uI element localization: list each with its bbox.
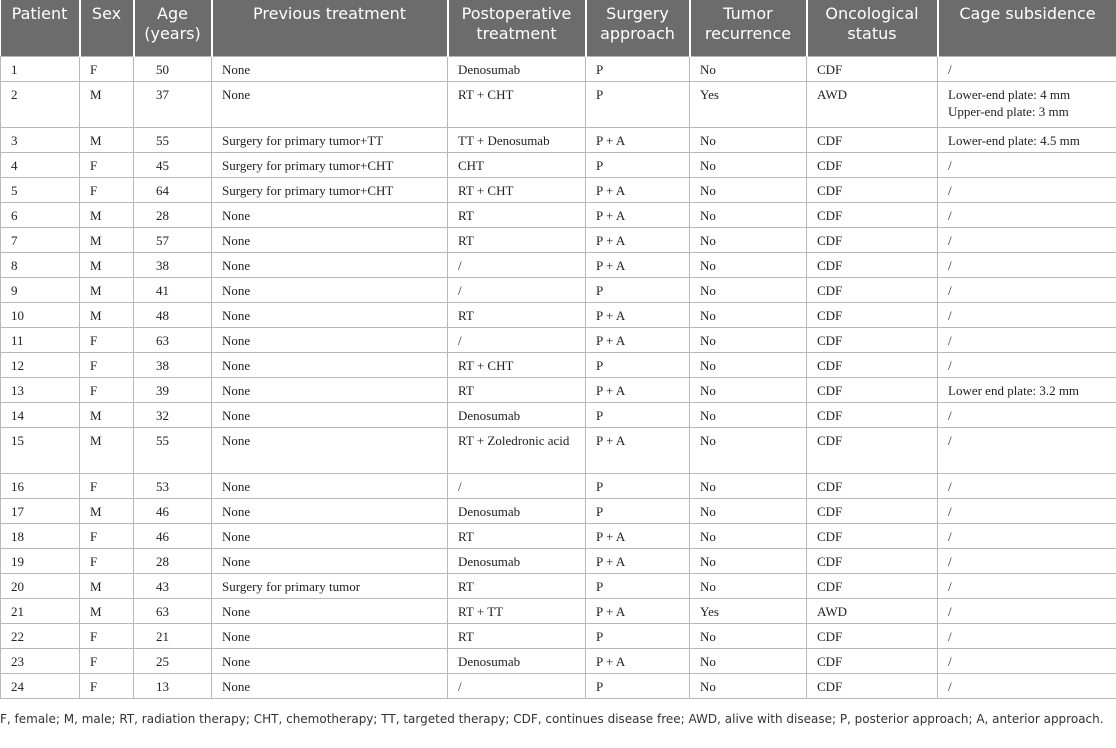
cell-tumor-recurrence: No (690, 327, 807, 352)
cell-age: 25 (134, 648, 212, 673)
cell-postoperative-treatment: CHT (448, 152, 586, 177)
cell-previous-treatment: None (212, 498, 448, 523)
cell-tumor-recurrence: No (690, 498, 807, 523)
cell-previous-treatment: None (212, 327, 448, 352)
cell-postoperative-treatment: RT (448, 523, 586, 548)
cell-surgery-approach: P + A (586, 377, 690, 402)
cage-subsidence-line: / (948, 157, 952, 173)
table-row (1, 277, 1116, 302)
cell-sex: M (80, 573, 134, 598)
cell-surgery-approach: P (586, 277, 690, 302)
cage-subsidence-line: / (948, 628, 952, 644)
cell-age: 28 (134, 548, 212, 573)
cell-sex: F (80, 473, 134, 498)
cell-sex: M (80, 202, 134, 227)
cell-cage-subsidence (938, 252, 1116, 277)
cage-subsidence-line: / (948, 478, 952, 494)
cage-subsidence-line: / (948, 528, 952, 544)
cell-tumor-recurrence: No (690, 56, 807, 81)
header-label: recurrence (704, 24, 792, 43)
table-row (1, 81, 1116, 127)
cell-oncological-status: CDF (807, 227, 938, 252)
cell-cage-subsidence (938, 202, 1116, 227)
cell-surgery-approach: P (586, 352, 690, 377)
cell-tumor-recurrence: No (690, 548, 807, 573)
cell-oncological-status: CDF (807, 498, 938, 523)
cell-tumor-recurrence: No (690, 202, 807, 227)
header-label: Tumor (723, 4, 773, 23)
cell-tumor-recurrence: No (690, 252, 807, 277)
cell-cage-subsidence (938, 56, 1116, 81)
cell-surgery-approach: P + A (586, 227, 690, 252)
cell-tumor-recurrence: No (690, 127, 807, 152)
cage-subsidence-line: Lower end plate: 3.2 mm (948, 382, 1080, 398)
cage-subsidence-line: / (948, 307, 952, 323)
cell-patient: 21 (1, 598, 80, 623)
cell-surgery-approach: P (586, 81, 690, 127)
header-sex (80, 0, 134, 56)
cell-patient: 2 (1, 81, 80, 127)
cage-subsidence-line: / (948, 232, 952, 248)
cell-previous-treatment: None (212, 227, 448, 252)
cell-tumor-recurrence: No (690, 402, 807, 427)
cell-previous-treatment: None (212, 252, 448, 277)
cell-oncological-status: CDF (807, 377, 938, 402)
cell-sex: F (80, 352, 134, 377)
cell-previous-treatment: None (212, 648, 448, 673)
cell-patient: 11 (1, 327, 80, 352)
cell-age: 57 (134, 227, 212, 252)
cell-tumor-recurrence: No (690, 623, 807, 648)
cell-age: 55 (134, 427, 212, 473)
header-label: Sex (91, 4, 122, 23)
cell-age: 38 (134, 252, 212, 277)
header-label: Age (157, 4, 188, 23)
cell-patient: 17 (1, 498, 80, 523)
cell-cage-subsidence (938, 623, 1116, 648)
cell-cage-subsidence (938, 177, 1116, 202)
cell-oncological-status: AWD (807, 81, 938, 127)
header-oncological-status (807, 0, 938, 56)
cage-subsidence-line: / (948, 182, 952, 198)
cell-postoperative-treatment: RT + CHT (448, 352, 586, 377)
cell-oncological-status: CDF (807, 56, 938, 81)
cell-oncological-status: CDF (807, 252, 938, 277)
cell-oncological-status: CDF (807, 302, 938, 327)
cell-age: 64 (134, 177, 212, 202)
header-label: status (847, 24, 897, 43)
header-patient (1, 0, 80, 56)
cell-tumor-recurrence: No (690, 673, 807, 698)
cage-subsidence-line: / (948, 61, 952, 77)
cell-age: 38 (134, 352, 212, 377)
table-row (1, 623, 1116, 648)
cell-postoperative-treatment: / (448, 252, 586, 277)
cell-sex: M (80, 227, 134, 252)
cell-previous-treatment: None (212, 277, 448, 302)
cell-surgery-approach: P (586, 573, 690, 598)
cell-patient: 10 (1, 302, 80, 327)
cell-tumor-recurrence: No (690, 152, 807, 177)
cell-tumor-recurrence: No (690, 302, 807, 327)
cell-cage-subsidence (938, 402, 1116, 427)
cell-sex: F (80, 152, 134, 177)
cage-subsidence-line: / (948, 678, 952, 694)
cell-surgery-approach: P (586, 673, 690, 698)
cell-age: 45 (134, 152, 212, 177)
cell-surgery-approach: P (586, 402, 690, 427)
cell-cage-subsidence (938, 81, 1116, 127)
cell-oncological-status: CDF (807, 648, 938, 673)
cell-cage-subsidence (938, 302, 1116, 327)
cell-oncological-status: CDF (807, 202, 938, 227)
header-label: treatment (476, 24, 557, 43)
cell-age: 63 (134, 598, 212, 623)
cell-postoperative-treatment: Denosumab (448, 548, 586, 573)
cell-cage-subsidence (938, 648, 1116, 673)
cell-oncological-status: CDF (807, 352, 938, 377)
cell-surgery-approach: P + A (586, 177, 690, 202)
cell-patient: 15 (1, 427, 80, 473)
table-row (1, 548, 1116, 573)
cell-patient: 24 (1, 673, 80, 698)
table-row (1, 252, 1116, 277)
cell-previous-treatment: None (212, 548, 448, 573)
cell-patient: 20 (1, 573, 80, 598)
cell-sex: F (80, 548, 134, 573)
table-footnote: F, female; M, male; RT, radiation therapy; CHT, chemotherapy; TT, targeted therapy; CDF, continues disease free; AWD, alive with disease; P, posterior approach; A, anterior approach. (0, 712, 1104, 726)
cell-oncological-status: CDF (807, 548, 938, 573)
cage-subsidence-line: / (948, 357, 952, 373)
cell-postoperative-treatment: RT (448, 227, 586, 252)
cell-previous-treatment: Surgery for primary tumor+TT (212, 127, 448, 152)
cage-subsidence-line: / (948, 603, 952, 619)
cell-surgery-approach: P (586, 498, 690, 523)
cage-subsidence-line: / (948, 332, 952, 348)
cell-patient: 6 (1, 202, 80, 227)
cell-surgery-approach: P + A (586, 202, 690, 227)
cell-postoperative-treatment: Denosumab (448, 648, 586, 673)
table-row (1, 327, 1116, 352)
cell-tumor-recurrence: No (690, 473, 807, 498)
cell-tumor-recurrence: No (690, 377, 807, 402)
cell-previous-treatment: None (212, 473, 448, 498)
cell-cage-subsidence (938, 427, 1116, 473)
cell-oncological-status: CDF (807, 152, 938, 177)
header-age (134, 0, 212, 56)
cell-previous-treatment: Surgery for primary tumor (212, 573, 448, 598)
cage-subsidence-line: / (948, 407, 952, 423)
header-label: Previous treatment (253, 4, 406, 23)
cell-previous-treatment: None (212, 377, 448, 402)
cell-tumor-recurrence: No (690, 523, 807, 548)
cell-sex: M (80, 302, 134, 327)
header-tumor-recurrence (690, 0, 807, 56)
cell-previous-treatment: None (212, 523, 448, 548)
cell-postoperative-treatment: RT (448, 573, 586, 598)
cage-subsidence-line: / (948, 503, 952, 519)
cell-sex: M (80, 498, 134, 523)
cell-surgery-approach: P + A (586, 598, 690, 623)
cell-patient: 22 (1, 623, 80, 648)
cell-tumor-recurrence: No (690, 352, 807, 377)
cell-postoperative-treatment: Denosumab (448, 402, 586, 427)
cell-patient: 4 (1, 152, 80, 177)
cage-subsidence-line: / (948, 432, 952, 448)
cell-cage-subsidence (938, 277, 1116, 302)
cell-surgery-approach: P (586, 473, 690, 498)
header-label: Surgery (606, 4, 669, 23)
cell-surgery-approach: P + A (586, 327, 690, 352)
cage-subsidence-line: / (948, 257, 952, 273)
cell-patient: 3 (1, 127, 80, 152)
cage-subsidence-line: Upper-end plate: 3 mm (948, 103, 1069, 119)
cell-surgery-approach: P + A (586, 127, 690, 152)
cell-sex: F (80, 523, 134, 548)
cell-sex: M (80, 127, 134, 152)
cell-sex: M (80, 598, 134, 623)
cell-oncological-status: CDF (807, 427, 938, 473)
cell-patient: 13 (1, 377, 80, 402)
table-row (1, 402, 1116, 427)
cell-tumor-recurrence: No (690, 427, 807, 473)
cell-sex: M (80, 277, 134, 302)
cell-postoperative-treatment: Denosumab (448, 56, 586, 81)
table-row (1, 473, 1116, 498)
cell-age: 63 (134, 327, 212, 352)
cell-cage-subsidence (938, 598, 1116, 623)
cell-oncological-status: CDF (807, 277, 938, 302)
cell-previous-treatment: None (212, 402, 448, 427)
cell-cage-subsidence (938, 573, 1116, 598)
cell-tumor-recurrence: No (690, 277, 807, 302)
cell-postoperative-treatment: RT + CHT (448, 177, 586, 202)
cell-patient: 14 (1, 402, 80, 427)
cell-age: 43 (134, 573, 212, 598)
cell-cage-subsidence (938, 523, 1116, 548)
cell-cage-subsidence (938, 473, 1116, 498)
cell-age: 21 (134, 623, 212, 648)
cell-tumor-recurrence: No (690, 648, 807, 673)
cell-tumor-recurrence: Yes (690, 598, 807, 623)
cell-age: 48 (134, 302, 212, 327)
header-label: (years) (144, 24, 201, 43)
cell-patient: 23 (1, 648, 80, 673)
header-label: approach (600, 24, 675, 43)
table-row (1, 202, 1116, 227)
cell-postoperative-treatment: RT + CHT (448, 81, 586, 127)
cell-tumor-recurrence: Yes (690, 81, 807, 127)
cell-previous-treatment: None (212, 81, 448, 127)
cell-previous-treatment: None (212, 673, 448, 698)
cell-sex: F (80, 673, 134, 698)
table-body (1, 56, 1116, 698)
cell-oncological-status: CDF (807, 402, 938, 427)
table-row (1, 56, 1116, 81)
cell-oncological-status: CDF (807, 127, 938, 152)
cage-subsidence-line: / (948, 553, 952, 569)
cell-cage-subsidence (938, 127, 1116, 152)
cell-age: 13 (134, 673, 212, 698)
cell-sex: F (80, 177, 134, 202)
cell-surgery-approach: P (586, 623, 690, 648)
cell-sex: F (80, 377, 134, 402)
table-row (1, 302, 1116, 327)
table-row (1, 673, 1116, 698)
cell-previous-treatment: None (212, 202, 448, 227)
table-row (1, 127, 1116, 152)
cell-oncological-status: CDF (807, 327, 938, 352)
cell-previous-treatment: None (212, 598, 448, 623)
cell-postoperative-treatment: / (448, 277, 586, 302)
cell-patient: 18 (1, 523, 80, 548)
cell-sex: M (80, 402, 134, 427)
cell-cage-subsidence (938, 352, 1116, 377)
cell-surgery-approach: P (586, 152, 690, 177)
cage-subsidence-line: / (948, 653, 952, 669)
header-label: Postoperative (461, 4, 572, 23)
cell-cage-subsidence (938, 227, 1116, 252)
cell-sex: F (80, 56, 134, 81)
cell-surgery-approach: P + A (586, 302, 690, 327)
table-row (1, 573, 1116, 598)
cell-postoperative-treatment: RT (448, 202, 586, 227)
cell-sex: M (80, 427, 134, 473)
cell-surgery-approach: P + A (586, 548, 690, 573)
table-row (1, 227, 1116, 252)
header-label: Cage subsidence (959, 4, 1096, 23)
table-row (1, 648, 1116, 673)
cell-postoperative-treatment: RT + Zoledronic acid (448, 427, 586, 473)
cell-previous-treatment: None (212, 352, 448, 377)
cell-age: 32 (134, 402, 212, 427)
cell-previous-treatment: None (212, 427, 448, 473)
cell-oncological-status: CDF (807, 623, 938, 648)
cell-oncological-status: CDF (807, 573, 938, 598)
header-previous-treatment (212, 0, 448, 56)
header-label: Patient (11, 4, 68, 23)
cell-surgery-approach: P + A (586, 427, 690, 473)
cell-surgery-approach: P + A (586, 648, 690, 673)
cell-oncological-status: CDF (807, 673, 938, 698)
cell-age: 37 (134, 81, 212, 127)
cell-sex: F (80, 327, 134, 352)
cell-oncological-status: AWD (807, 598, 938, 623)
cell-previous-treatment: None (212, 302, 448, 327)
header-label: Oncological (825, 4, 919, 23)
table-row (1, 177, 1116, 202)
cage-subsidence-line: Lower-end plate: 4 mm (948, 86, 1071, 102)
cage-subsidence-line: Lower-end plate: 4.5 mm (948, 132, 1080, 148)
cage-subsidence-line: / (948, 282, 952, 298)
cell-sex: M (80, 81, 134, 127)
cell-cage-subsidence (938, 327, 1116, 352)
cell-sex: F (80, 648, 134, 673)
table-row (1, 377, 1116, 402)
table-header (1, 0, 1116, 56)
cell-age: 39 (134, 377, 212, 402)
cell-cage-subsidence (938, 673, 1116, 698)
header-surgery-approach (586, 0, 690, 56)
cell-age: 28 (134, 202, 212, 227)
cell-patient: 5 (1, 177, 80, 202)
cell-postoperative-treatment: / (448, 673, 586, 698)
cell-surgery-approach: P + A (586, 252, 690, 277)
cell-cage-subsidence (938, 548, 1116, 573)
table-row (1, 598, 1116, 623)
cell-cage-subsidence (938, 498, 1116, 523)
cell-previous-treatment: None (212, 56, 448, 81)
cage-subsidence-line: / (948, 207, 952, 223)
cell-postoperative-treatment: Denosumab (448, 498, 586, 523)
cell-age: 53 (134, 473, 212, 498)
cell-oncological-status: CDF (807, 523, 938, 548)
cell-sex: F (80, 623, 134, 648)
cage-subsidence-line: / (948, 578, 952, 594)
header-cage-subsidence (938, 0, 1116, 56)
cell-age: 50 (134, 56, 212, 81)
cell-cage-subsidence (938, 377, 1116, 402)
table-row (1, 427, 1116, 473)
cell-postoperative-treatment: RT (448, 623, 586, 648)
header-postoperative-treatment (448, 0, 586, 56)
cell-previous-treatment: Surgery for primary tumor+CHT (212, 152, 448, 177)
cell-surgery-approach: P + A (586, 523, 690, 548)
cell-tumor-recurrence: No (690, 177, 807, 202)
cell-patient: 7 (1, 227, 80, 252)
cell-previous-treatment: None (212, 623, 448, 648)
cell-patient: 8 (1, 252, 80, 277)
cell-patient: 12 (1, 352, 80, 377)
cell-age: 55 (134, 127, 212, 152)
cell-patient: 19 (1, 548, 80, 573)
table-row (1, 498, 1116, 523)
table-row (1, 523, 1116, 548)
table-row (1, 152, 1116, 177)
cell-postoperative-treatment: TT + Denosumab (448, 127, 586, 152)
cell-age: 46 (134, 498, 212, 523)
cell-patient: 9 (1, 277, 80, 302)
cell-oncological-status: CDF (807, 473, 938, 498)
cell-postoperative-treatment: RT (448, 302, 586, 327)
cell-patient: 1 (1, 56, 80, 81)
cell-postoperative-treatment: / (448, 473, 586, 498)
cell-postoperative-treatment: / (448, 327, 586, 352)
cell-patient: 16 (1, 473, 80, 498)
cell-cage-subsidence (938, 152, 1116, 177)
cell-sex: M (80, 252, 134, 277)
cell-age: 46 (134, 523, 212, 548)
cell-tumor-recurrence: No (690, 573, 807, 598)
cell-surgery-approach: P (586, 56, 690, 81)
table-row (1, 352, 1116, 377)
cell-oncological-status: CDF (807, 177, 938, 202)
cell-tumor-recurrence: No (690, 227, 807, 252)
cell-postoperative-treatment: RT (448, 377, 586, 402)
cell-postoperative-treatment: RT + TT (448, 598, 586, 623)
cell-age: 41 (134, 277, 212, 302)
cell-previous-treatment: Surgery for primary tumor+CHT (212, 177, 448, 202)
